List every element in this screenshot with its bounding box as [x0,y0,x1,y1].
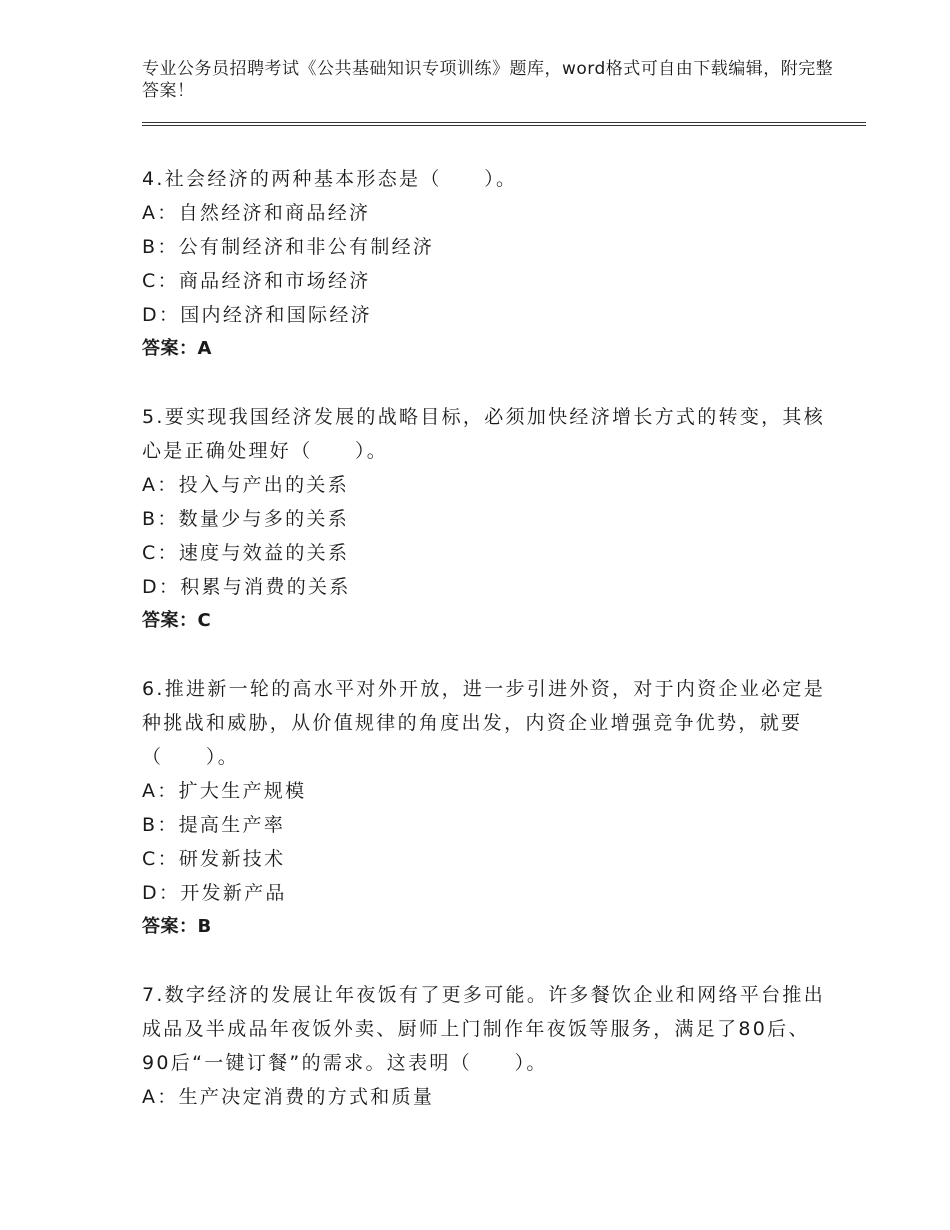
option-a: A：自然经济和商品经济 [142,202,371,224]
option-b: B：公有制经济和非公有制经济 [142,236,435,258]
option-c: C：速度与效益的关系 [142,542,350,564]
question-text: 7.数字经济的发展让年夜饭有了更多可能。许多餐饮企业和网络平台推出成品及半成品年夜饭外卖、厨师上门制作年夜饭等服务，满足了80后、90后“一键订餐”的需求。这表明（ ）。 [142,984,826,1074]
question-text: 6.推进新一轮的高水平对外开放，进一步引进外资，对于内资企业必定是种挑战和威胁，从价值规律的角度出发，内资企业增强竞争优势，就要（ ）。 [142,678,826,768]
header-divider [142,122,866,123]
option-c: C：研发新技术 [142,848,286,870]
answer: 答案：B [142,916,212,937]
question-4 [142,162,832,366]
question-7 [142,978,832,1114]
question-5 [142,400,832,638]
question-6 [142,672,832,944]
document-header: 专业公务员招聘考试《公共基础知识专项训练》题库，word格式可自由下载编辑，附完整答案！ [142,59,834,101]
question-text: 4.社会经济的两种基本形态是（ ）。 [142,168,518,190]
header-divider [142,125,866,126]
option-b: B：提高生产率 [142,814,286,836]
option-a: A：生产决定消费的方式和质量 [142,1086,435,1108]
option-a: A：投入与产出的关系 [142,474,349,496]
answer: 答案：A [142,338,212,359]
question-text: 5.要实现我国经济发展的战略目标，必须加快经济增长方式的转变，其核心是正确处理好（ ）。 [142,406,826,462]
option-d: D：开发新产品 [142,882,287,904]
option-c: C：商品经济和市场经济 [142,270,371,292]
answer: 答案：C [142,610,212,631]
option-d: D：国内经济和国际经济 [142,304,372,326]
option-a: A：扩大生产规模 [142,780,307,802]
option-b: B：数量少与多的关系 [142,508,350,530]
question-list [142,162,832,1148]
option-d: D：积累与消费的关系 [142,576,351,598]
